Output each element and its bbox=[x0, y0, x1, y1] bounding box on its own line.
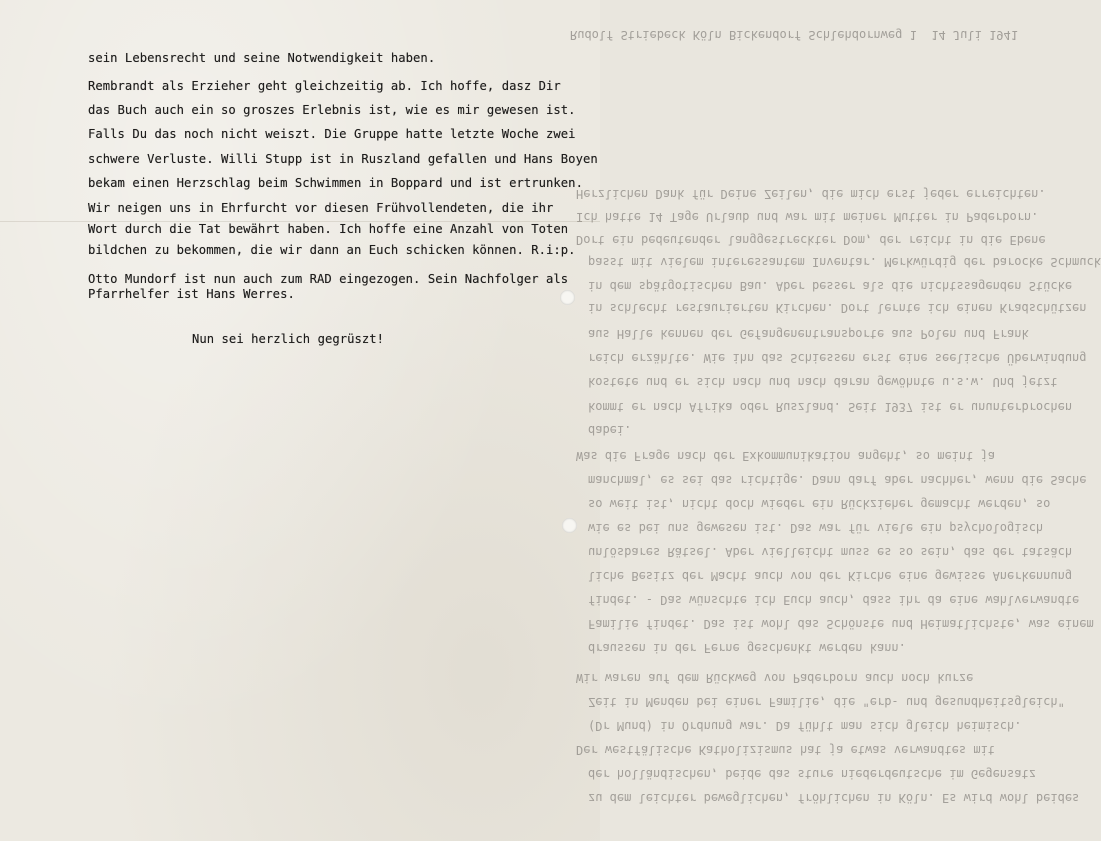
letter-line: sein Lebensrecht und seine Notwendigkeit haben. bbox=[88, 51, 436, 65]
bleed-line: kostete und er sich nach und nach daran gewöhnte u.s.w. Und jetzt bbox=[588, 375, 1058, 389]
bleed-line: Herzlichen Dank für Deine Zeilen, die mich erst jeder erreichten. bbox=[576, 187, 1046, 201]
letter-line: Otto Mundorf ist nun auch zum RAD eingezogen. Sein Nachfolger als bbox=[88, 272, 569, 286]
bleed-line: Wir waren auf dem Rückweg von Paderborn auch noch kurze bbox=[576, 671, 974, 685]
letter-line: das Buch auch ein so groszes Erlebnis ist, wie es mir gewesen ist. bbox=[88, 103, 576, 117]
letter-line: bekam einen Herzschlag beim Schwimmen in Boppard und ist ertrunken. bbox=[88, 176, 583, 190]
bleed-line: zu dem leichter beweglichen, fröhlichen in Köln. Es wird wohl beides bbox=[588, 791, 1080, 805]
bleed-line: dabei. bbox=[588, 423, 632, 437]
bleed-line: der holländischen, beide das sture niederdeutsche im Gegensatz bbox=[588, 767, 1036, 781]
punch-hole bbox=[562, 518, 577, 533]
bleed-line: (Dr Mund) in Ordnung war. Da fühlt man sich gleich heimisch. bbox=[588, 719, 1022, 733]
letter-closing: Nun sei herzlich gegrüszt! bbox=[192, 332, 385, 346]
bleed-line: Was die Frage nach der Exkommunikation angeht, so meint ja bbox=[576, 449, 996, 463]
letter-line: bildchen zu bekommen, die wir dann an Euch schicken können. R.i:p. bbox=[88, 243, 576, 257]
bleed-line: Zeit in Menden bei einer Familie, die "erb- und gesundheitsgleich" bbox=[588, 695, 1065, 709]
bleed-line: findet. - Das wünschte ich Euch auch, dass ihr da eine wahlverwandte bbox=[588, 593, 1080, 607]
letter-line: Pfarrhelfer ist Hans Werres. bbox=[88, 287, 295, 301]
bleed-line: passt mit vielem interessantem Inventar. Merkwürdig der barocke Schmuck bbox=[588, 255, 1101, 269]
bleed-line: liche Besitz der Macht auch von der Kirche eine gewisse Anerkennung bbox=[588, 569, 1073, 583]
bleed-line: Der westfälische Katholizismus hat ja etwas verwandtes mit bbox=[576, 743, 996, 757]
letter-line: Wir neigen uns in Ehrfurcht vor diesen Frühvollendeten, die ihr bbox=[88, 201, 554, 215]
letter-line: Falls Du das noch nicht weiszt. Die Gruppe hatte letzte Woche zwei bbox=[88, 127, 576, 141]
bleed-line: Dort ein bedeutender langgestreckter Dom, der reicht in die Ebene bbox=[576, 233, 1046, 247]
bleed-line: so weit ist, nicht doch wieder ein Rückzieher gemacht werden, so bbox=[588, 497, 1051, 511]
bleed-line: reich erzählte. Wie ihn das Schiessen erst eine seelische Überwindung bbox=[588, 351, 1087, 365]
bleed-line: kommt er nach Afrika oder Ruszland. Seit 1937 ist er ununterbrochen bbox=[588, 400, 1073, 414]
letter-line: schwere Verluste. Willi Stupp ist in Ruszland gefallen und Hans Boyen bbox=[88, 152, 598, 166]
bleed-line: manchmal, es sei das richtige. Dann darf aber nachher, wenn die Sache bbox=[588, 473, 1087, 487]
bleed-line: draussen in der Ferne geschenkt werden kann. bbox=[588, 641, 906, 655]
letter-line: Wort durch die Tat bewährt haben. Ich hoffe eine Anzahl von Toten bbox=[88, 222, 569, 236]
bleed-line: Familie findet. Das ist wohl das Schönste und Heimatlichste, was einem bbox=[588, 617, 1094, 631]
punch-hole bbox=[560, 290, 575, 305]
bleed-line: in dem spätgotischen Bau. Aber besser als die nichtssagenden Stücke bbox=[588, 279, 1073, 293]
bleed-line: wie es bei uns gewesen ist. Das war für viele ein psychologisch bbox=[588, 521, 1044, 535]
bleed-line: unlösbares Rätsel. Aber vielleicht muss es so sein, das der tatsäch bbox=[588, 545, 1073, 559]
bleed-line: Rudolf Striebeck Köln Bickendorf Schlehdornweg 1 14 Juli 1941 bbox=[570, 28, 1018, 42]
bleed-line: Ich hatte 14 Tage Urlaub und war mit meiner Mutter in Paderborn. bbox=[576, 210, 1039, 224]
letter-line: Rembrandt als Erzieher geht gleichzeitig ab. Ich hoffe, dasz Dir bbox=[88, 79, 561, 93]
bleed-line: aus Halle kennen der Gefangenentransporte aus Polen und Frank bbox=[588, 327, 1029, 341]
bleed-line: in schlecht restaurierten Kirchen. Dort lernte ich einen Kradschützen bbox=[588, 301, 1087, 315]
